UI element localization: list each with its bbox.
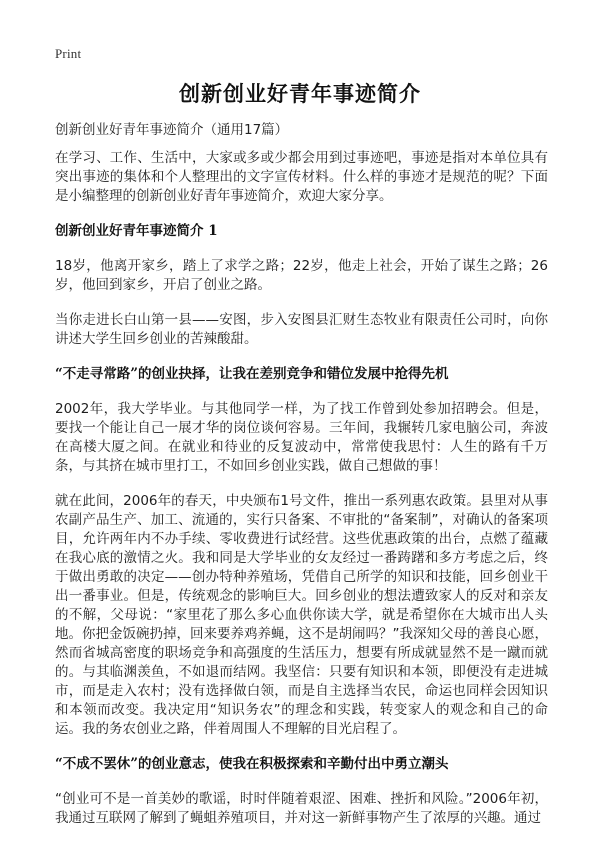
paragraph: 18岁，他离开家乡，踏上了求学之路；22岁，他走上社会，开始了谋生之路；26岁，他回到家乡，开启了创业之路。 bbox=[55, 258, 548, 293]
paragraph: “创业可不是一首美妙的歌谣，时时伴随着艰涩、困难、挫折和风险。”2006年初，我通过互联网了解到了蝇蛆养殖项目，并对这一新鲜事物产生了浓厚的兴趣。通过 bbox=[55, 791, 548, 826]
page-subtitle: 创新创业好青年事迹简介（通用17篇） bbox=[55, 122, 289, 138]
subsection-heading: “不走寻常路”的创业抉择，让我在差别竞争和错位发展中抢得先机 bbox=[55, 366, 449, 382]
paragraph: 2002年，我大学毕业。与其他同学一样，为了找工作曾到处参加招聘会。但是，要找一个能让自己一展才华的岗位谈何容易。三年间，我辗转几家电脑公司，奔波在高楼大厦之间。在就业和待业的反复波动中，常常使我思忖：人生的路有千万条，与其挤在城市里打工，不如回乡创业实践，做自己想做的事！ bbox=[55, 401, 548, 474]
paragraph: 就在此间，2006年的春天，中央颁布1号文件，推出一系列惠农政策。县里对从事农副产品生产、加工、流通的，实行只备案、不审批的“备案制”，对确认的备案项目，允许两年内不办手续、零收费进行试经营。这些优惠政策的出台，点燃了蕴藏在我心底的激情之火。我和同是大学毕业的女友经过一番踌躇和多方考虑之后，终于做出勇敢的决定——创办特种养殖场，凭借自己所学的知识和技能，回乡创业干出一番事业。但是，传统观念的影响巨大。回乡创业的想法遭致家人的反对和亲友的不解，父母说：“家里花了那么多心血供你读大学，就是希望你在大城市出人头地。你把金饭碗扔掉，回来要养鸡养蝇，这不是胡闹吗？”我深知父母的善良心愿，然而省城高密度的职场竞争和高强度的生活压力，想要有所成就显然不是一蹴而就的。与其临渊羡鱼，不如退而结网。我坚信：只要有知识和本领，即便没有走进城市，而是走入农村；没有选择做白领，而是自主选择当农民，命运也同样会因知识和本领而改变。我决定用“知识务农”的理念和实践，转变家人的观念和自己的命运。我的务农创业之路，伴着周围人不理解的目光启程了。 bbox=[55, 493, 548, 737]
intro-paragraph: 在学习、工作、生活中，大家或多或少都会用到过事迹吧，事迹是指对本单位具有突出事迹的集体和个人整理出的文字宣传材料。什么样的事迹才是规范的呢？下面是小编整理的创新创业好青年事迹简介，欢迎大家分享。 bbox=[55, 150, 548, 204]
paragraph: 当你走进长白山第一县——安图，步入安图县汇财生态牧业有限责任公司时，向你讲述大学生回乡创业的苦辣酸甜。 bbox=[55, 312, 548, 347]
print-link[interactable]: Print bbox=[55, 46, 82, 61]
article-body bbox=[55, 149, 548, 844]
subsection-heading: “不成不罢休”的创业意志，使我在积极探索和辛勤付出中勇立潮头 bbox=[55, 756, 449, 772]
page-title: 创新创业好青年事迹简介 bbox=[179, 82, 421, 106]
section-heading: 创新创业好青年事迹简介 1 bbox=[55, 223, 218, 239]
